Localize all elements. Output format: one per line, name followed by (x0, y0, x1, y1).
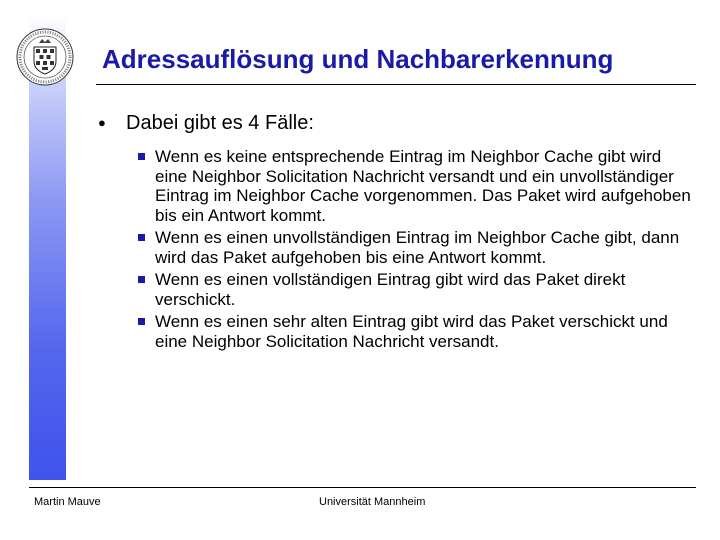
list-item (135, 147, 695, 225)
square-bullet-icon (138, 153, 145, 160)
title-divider (96, 84, 696, 85)
cases-list (135, 147, 695, 354)
slide-title: Adressauflösung und Nachbarerkennung (102, 44, 614, 74)
list-item (135, 270, 695, 309)
square-bullet-icon (138, 318, 145, 325)
main-bullet-text: Dabei gibt es 4 Fälle: (126, 112, 314, 134)
footer-divider (29, 487, 696, 488)
round-bullet-icon: ● (98, 115, 106, 130)
case-text: Wenn es keine entsprechende Eintrag im Neighbor Cache gibt wird eine Neighbor Solicitation Nachricht versandt und ein unvollständiger Eintrag im Neighbor Cache vorgenommen. Das Paket wird aufgehoben bis ein Antwort kommt. (155, 147, 691, 225)
list-item (135, 228, 695, 267)
case-text: Wenn es einen sehr alten Eintrag gibt wird das Paket verschickt und eine Neighbor Solicitation Nachricht versandt. (155, 312, 668, 351)
square-bullet-icon (138, 234, 145, 241)
list-item (135, 312, 695, 351)
main-bullet-point (98, 110, 698, 136)
university-seal-logo (15, 27, 75, 87)
footer-author: Martin Mauve (34, 496, 101, 508)
case-text: Wenn es einen unvollständigen Eintrag im Neighbor Cache gibt, dann wird das Paket aufgehoben bis eine Antwort kommt. (155, 228, 680, 267)
case-text: Wenn es einen vollständigen Eintrag gibt wird das Paket direkt verschickt. (155, 270, 626, 309)
square-bullet-icon (138, 276, 145, 283)
footer-institution: Universität Mannheim (319, 496, 426, 508)
